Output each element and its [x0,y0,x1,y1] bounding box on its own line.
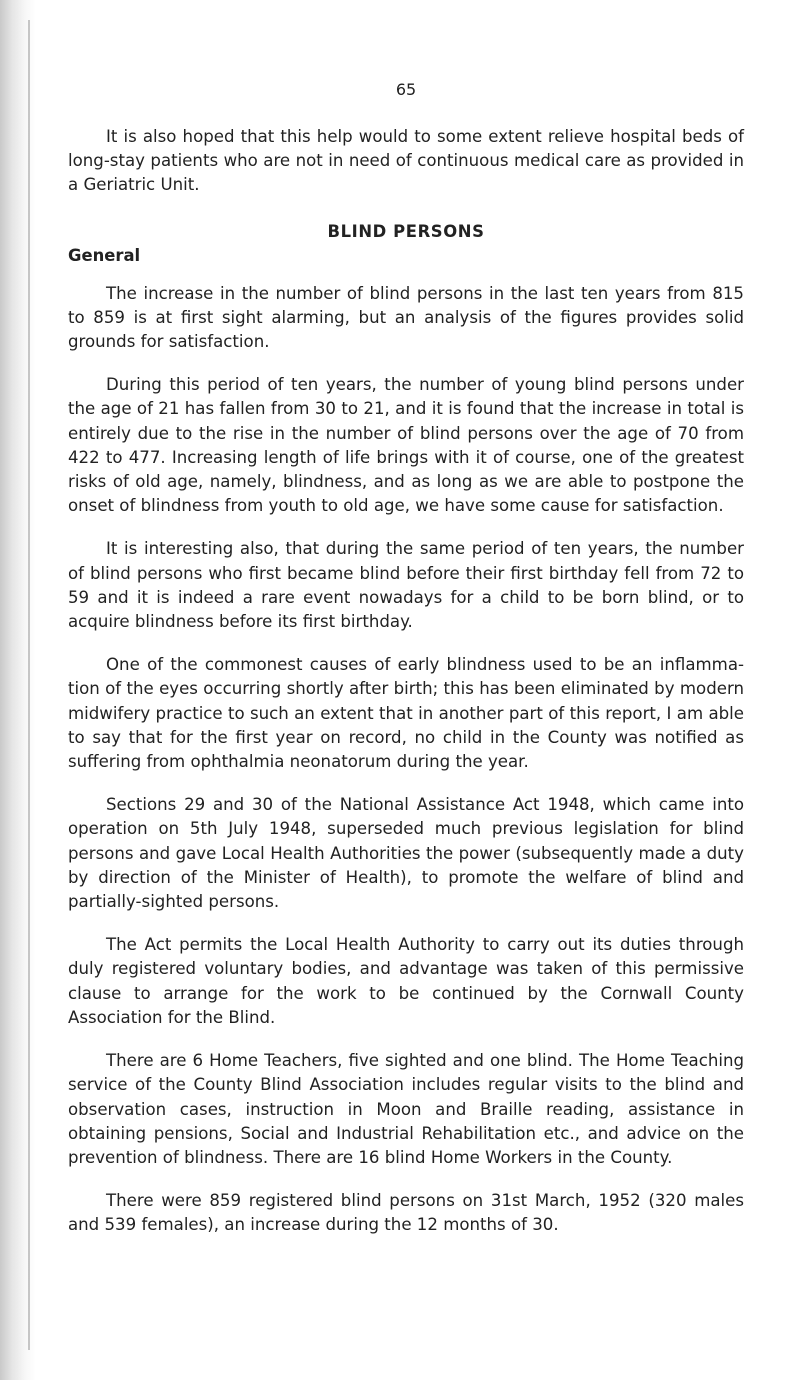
page-number: 65 [395,80,417,99]
subsection-title: General [68,245,141,265]
body-paragraph: Sections 29 and 30 of the National Assistance Act 1948, which came into operation on 5th July 1948, superseded much previous legislation for blind persons and gave Local Health Authorities the power (subsequently made a duty by direction of the Minister of Health), to promote the welfare of blind and partially-sighted persons. [68,795,744,912]
binding-line [28,20,30,1350]
body-paragraph: The Act permits the Local Health Authority to carry out its duties through duly registered voluntary bodies, and advantage was taken of this permissive clause to arrange for the work to be continued by the Cornwall County Association for the Blind. [68,935,744,1027]
page-content [68,80,744,1257]
binding-edge [0,0,36,1380]
body-paragraph: There are 6 Home Teachers, five sighted and one blind. The Home Teaching service of the County Blind Association includes regular visits to the blind and observation cases, instruction in Moon and Braille reading, assistance in obtaining pensions, Social and Industrial Rehabilitation etc., and advice on the prevention of blindness. There are 16 blind Home Workers in the County. [68,1051,744,1167]
section-title: BLIND PERSONS [327,221,485,241]
body-paragraph: There were 859 registered blind persons on 31st March, 1952 (320 males and 539 females), an increase during the 12 months of 30. [68,1191,744,1235]
body-paragraph: During this period of ten years, the number of young blind persons under the age of 21 has fallen from 30 to 21, and it is found that the increase in total is entirely due to the rise in the number of blind persons over the age of 70 from 422 to 477. Increasing length of life brings with it of course, one of the greatest risks of old age, namely, blindness, and as long as we are able to postpone the onset of blindness from youth to old age, we have some cause for satisfaction. [68,375,744,516]
intro-paragraph: It is also hoped that this help would to some extent relieve hospital beds of long-stay patients who are not in need of continuous medical care as provided in a Geriatric Unit. [68,127,744,195]
body-paragraph: The increase in the number of blind persons in the last ten years from 815 to 859 is at first sight alarming, but an analysis of the figures provides solid grounds for satisfaction. [68,283,744,352]
body-paragraph: One of the commonest causes of early blindness used to be an inflamma- tion of the eyes occurring shortly after birth; this has been eliminated by modern midwifery practice to such an extent that in another part of this report, I am able to say that for the first year on record, no child in the County was notified as suffering from ophthalmia neonatorum during the year. [68,655,744,772]
body-paragraph: It is interesting also, that during the same period of ten years, the number of blind persons who first became blind before their first birthday fell from 72 to 59 and it is indeed a rare event nowadays for a child to be born blind, or to acquire blindness before its first birthday. [68,539,744,632]
